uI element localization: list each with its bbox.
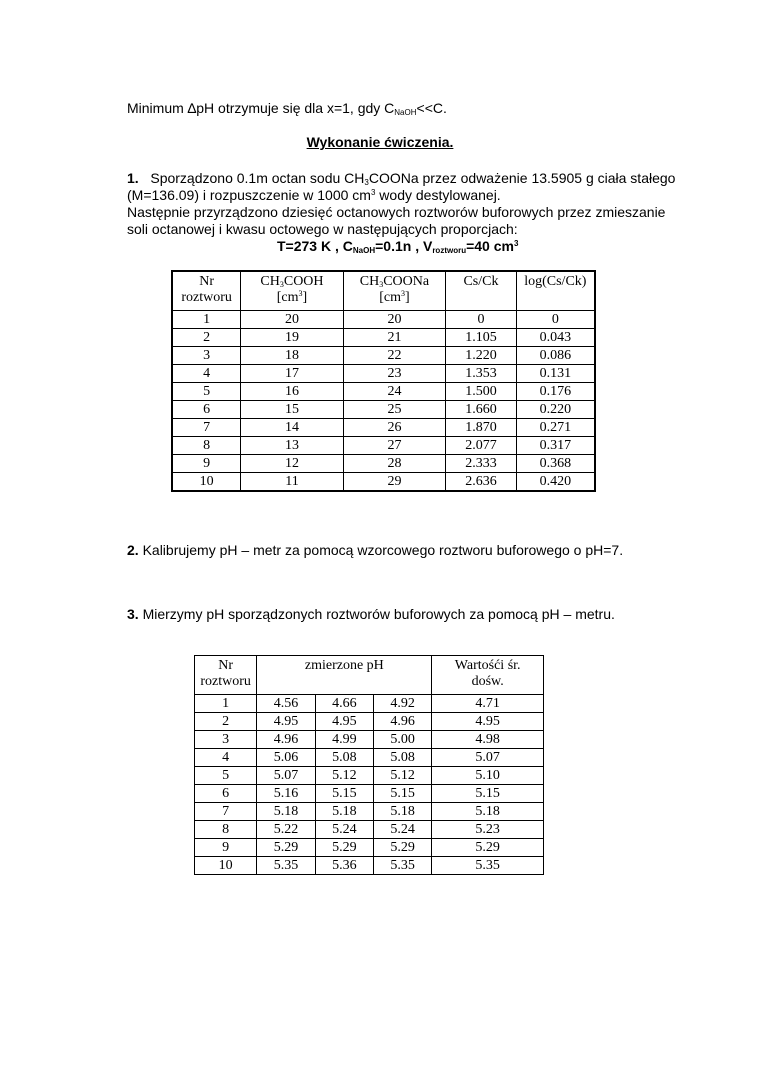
table-cell: 5.16 [257, 785, 315, 803]
table-cell: 1 [172, 311, 241, 329]
table-cell: 1 [195, 695, 257, 713]
table-cell: 13 [241, 437, 343, 455]
table-cell: 4.66 [315, 695, 373, 713]
step2-text: Kalibrujemy pH – metr za pomocą wzorcowego roztworu buforowego o pH=7. [138, 542, 624, 558]
header-average-line1: Wartośći śr. [454, 658, 521, 673]
table-cell: 5.29 [257, 839, 315, 857]
table-cell: 29 [343, 473, 446, 492]
table-row [195, 749, 544, 767]
step1-line1 [127, 170, 675, 187]
header-nr-line1: Nr [199, 274, 215, 289]
header-nr-line1: Nr [218, 658, 234, 673]
table-cell: 5.07 [432, 749, 544, 767]
table-row [195, 803, 544, 821]
header-salt-b: COONa [383, 274, 430, 289]
conditions-line [277, 238, 518, 255]
table-row [195, 731, 544, 749]
table-row [172, 329, 595, 347]
table-cell: 2 [172, 329, 241, 347]
step1-number: 1. [127, 170, 139, 186]
header-salt-a: CH [359, 274, 380, 289]
intro-line [127, 100, 447, 117]
table-cell: 1.105 [446, 329, 516, 347]
table-cell: 5.24 [315, 821, 373, 839]
table-cell: 5.29 [374, 839, 432, 857]
table-cell: 18 [241, 347, 343, 365]
table-cell: 5.10 [432, 767, 544, 785]
table-cell: 5.00 [374, 731, 432, 749]
table-cell: 10 [195, 857, 257, 875]
table-cell: 5.06 [257, 749, 315, 767]
table-cell: 9 [195, 839, 257, 857]
step3-text: Mierzymy pH sporządzonych roztworów buforowych za pomocą pH – metru. [138, 606, 615, 622]
table-cell: 4.56 [257, 695, 315, 713]
header-measured-ph: zmierzone pH [257, 656, 432, 695]
ph-measurements-table [194, 655, 544, 875]
table-cell: 0 [516, 311, 595, 329]
table-cell: 1.500 [446, 383, 516, 401]
table-cell: 20 [343, 311, 446, 329]
table-row [195, 695, 544, 713]
table-cell: 0.271 [516, 419, 595, 437]
step1-line4: soli octanowej i kwasu octowego w następujących proporcjach: [127, 221, 518, 237]
section-heading: Wykonanie ćwiczenia. [306, 134, 454, 150]
table-cell: 4.92 [374, 695, 432, 713]
table-cell: 7 [172, 419, 241, 437]
table-cell: 4 [172, 365, 241, 383]
table-row [172, 455, 595, 473]
table-cell: 4.99 [315, 731, 373, 749]
header-acid [241, 271, 343, 311]
table-cell: 5.07 [257, 767, 315, 785]
table-cell: 8 [195, 821, 257, 839]
table-row [172, 311, 595, 329]
table-cell: 6 [195, 785, 257, 803]
table-cell: 5.29 [432, 839, 544, 857]
conditions-text-b: =0.1n , V [375, 238, 433, 254]
table-cell: 1.660 [446, 401, 516, 419]
header-acid-a: CH [260, 274, 280, 289]
table-cell: 5.12 [315, 767, 373, 785]
table-row [195, 839, 544, 857]
table-cell: 1.870 [446, 419, 516, 437]
conditions-sub-roztworu: roztworu [432, 246, 467, 255]
table-cell: 4.96 [257, 731, 315, 749]
table-cell: 26 [343, 419, 446, 437]
table-cell: 4.96 [374, 713, 432, 731]
table-cell: 27 [343, 437, 446, 455]
table-cell: 5 [195, 767, 257, 785]
table-cell: 4.98 [432, 731, 544, 749]
step1-line2-text-b: wody destylowanej. [375, 187, 501, 203]
table-cell: 4.95 [257, 713, 315, 731]
step3-line [127, 606, 615, 623]
delta-symbol: ∆ [187, 100, 197, 116]
table-cell: 23 [343, 365, 446, 383]
table-cell: 0 [446, 311, 516, 329]
step1-line2 [127, 187, 501, 204]
step1-line2-text-a: (M=136.09) i rozpuszczenie w 1000 cm [127, 187, 371, 203]
step1-line1-text-b: COONa przez odważenie 13.5905 g ciała stałego [368, 170, 676, 186]
step2-line [127, 542, 623, 559]
table-cell: 2.636 [446, 473, 516, 492]
table-cell: 5.18 [257, 803, 315, 821]
table-cell: 16 [241, 383, 343, 401]
table-cell: 1.353 [446, 365, 516, 383]
header-nr-line2: roztworu [181, 290, 232, 305]
table-cell: 24 [343, 383, 446, 401]
header-salt [343, 271, 446, 311]
table-cell: 14 [241, 419, 343, 437]
conditions-sub-naoh: NaOH [352, 246, 376, 255]
table-cell: 5 [172, 383, 241, 401]
conditions-sup: 3 [513, 239, 519, 248]
table-cell: 5.18 [315, 803, 373, 821]
header-nr-line2: roztworu [200, 674, 251, 689]
step1-line1-sub: 3 [364, 178, 369, 187]
table-cell: 5.08 [315, 749, 373, 767]
table-row [172, 401, 595, 419]
table-row [172, 365, 595, 383]
table-cell: 0.176 [516, 383, 595, 401]
table-cell: 0.131 [516, 365, 595, 383]
table-cell: 9 [172, 455, 241, 473]
table-cell: 15 [241, 401, 343, 419]
table-cell: 21 [343, 329, 446, 347]
table-row [195, 713, 544, 731]
table-cell: 3 [195, 731, 257, 749]
header-salt-unit-b: ] [404, 290, 410, 305]
step1-line1-text-a: Sporządzono 0.1m octan sodu CH [150, 170, 365, 186]
table-row [195, 857, 544, 875]
table-cell: 4.95 [432, 713, 544, 731]
header-nr [195, 656, 257, 695]
table-cell: 19 [241, 329, 343, 347]
proportions-table [171, 270, 596, 492]
table-cell: 17 [241, 365, 343, 383]
intro-prefix: Minimum [127, 100, 188, 116]
intro-subscript: NaOH [394, 108, 417, 117]
table-row [172, 347, 595, 365]
table-cell: 5.18 [432, 803, 544, 821]
table-row [195, 785, 544, 803]
table-cell: 22 [343, 347, 446, 365]
step2-number: 2. [127, 542, 139, 558]
table-cell: 5.24 [374, 821, 432, 839]
table-row [172, 437, 595, 455]
table-cell: 28 [343, 455, 446, 473]
step1-line2-sup: 3 [370, 188, 376, 197]
header-salt-sub: 3 [379, 280, 384, 289]
table-row [195, 767, 544, 785]
table-cell: 5.35 [432, 857, 544, 875]
header-average-line2: dośw. [471, 674, 504, 689]
table-cell: 5.36 [315, 857, 373, 875]
header-log: log(Cs/Ck) [516, 271, 595, 311]
table-cell: 0.043 [516, 329, 595, 347]
table-cell: 0.368 [516, 455, 595, 473]
table-row [195, 821, 544, 839]
intro-suffix: <<C. [416, 100, 447, 116]
header-acid-unit-b: ] [302, 290, 308, 305]
table-row [172, 419, 595, 437]
table-header-row [195, 656, 544, 695]
table-cell: 5.15 [432, 785, 544, 803]
table-cell: 5.15 [374, 785, 432, 803]
table-cell: 10 [172, 473, 241, 492]
header-acid-b: COOH [283, 274, 324, 289]
table-cell: 7 [195, 803, 257, 821]
table-cell: 4.71 [432, 695, 544, 713]
conditions-text-a: T=273 K , C [277, 238, 353, 254]
table-cell: 20 [241, 311, 343, 329]
table-cell: 11 [241, 473, 343, 492]
table-cell: 0.220 [516, 401, 595, 419]
header-acid-unit-sup: 3 [298, 289, 303, 298]
table-cell: 5.15 [315, 785, 373, 803]
intro-text: pH otrzymuje się dla x=1, gdy C [196, 100, 395, 116]
table-cell: 5.29 [315, 839, 373, 857]
table-cell: 5.35 [257, 857, 315, 875]
table-cell: 25 [343, 401, 446, 419]
table-cell: 5.08 [374, 749, 432, 767]
header-acid-sub: 3 [279, 280, 284, 289]
table-cell: 2 [195, 713, 257, 731]
table-cell: 5.18 [374, 803, 432, 821]
table-row [172, 383, 595, 401]
table-cell: 4 [195, 749, 257, 767]
table-cell: 2.333 [446, 455, 516, 473]
step1-line3: Następnie przyrządzono dziesięć octanowych roztworów buforowych przez zmieszanie [127, 204, 666, 220]
table-cell: 6 [172, 401, 241, 419]
table-cell: 2.077 [446, 437, 516, 455]
table-cell: 1.220 [446, 347, 516, 365]
table-header-row [172, 271, 595, 311]
header-salt-unit-a: [cm [379, 290, 401, 305]
conditions-text-c: =40 cm [466, 238, 514, 254]
table-cell: 8 [172, 437, 241, 455]
header-average [432, 656, 544, 695]
table-cell: 0.317 [516, 437, 595, 455]
header-nr [172, 271, 241, 311]
table-cell: 4.95 [315, 713, 373, 731]
table-cell: 5.35 [374, 857, 432, 875]
table-cell: 5.12 [374, 767, 432, 785]
step3-number: 3. [127, 606, 139, 622]
header-salt-unit-sup: 3 [400, 289, 405, 298]
table-row [172, 473, 595, 492]
table-cell: 5.22 [257, 821, 315, 839]
table-cell: 0.420 [516, 473, 595, 492]
header-ratio: Cs/Ck [446, 271, 516, 311]
table-cell: 5.23 [432, 821, 544, 839]
header-acid-unit-a: [cm [276, 290, 299, 305]
table-cell: 3 [172, 347, 241, 365]
table-cell: 0.086 [516, 347, 595, 365]
table-cell: 12 [241, 455, 343, 473]
